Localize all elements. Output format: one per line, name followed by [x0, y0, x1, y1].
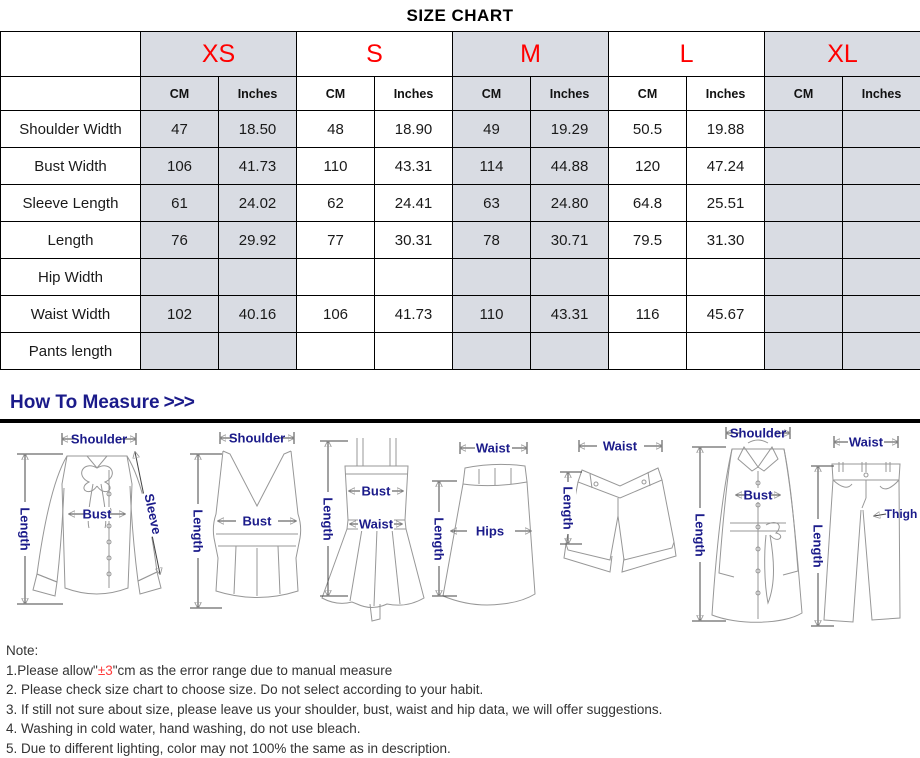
value-cell: 78	[453, 222, 531, 259]
value-cell: 62	[297, 185, 375, 222]
note-1-prefix: 1.Please allow"	[6, 663, 98, 678]
value-cell	[609, 259, 687, 296]
value-cell	[843, 185, 920, 222]
size-col-xs: XS	[141, 32, 297, 77]
value-cell: 106	[297, 296, 375, 333]
length-label: Length	[321, 497, 336, 540]
waist-label: Waist	[849, 435, 884, 450]
length-label: Length	[191, 509, 206, 552]
unit-header: Inches	[531, 77, 609, 111]
value-cell	[687, 333, 765, 370]
value-cell	[843, 148, 920, 185]
value-cell	[141, 333, 219, 370]
value-cell: 64.8	[609, 185, 687, 222]
value-cell: 102	[141, 296, 219, 333]
hips-label: Hips	[476, 524, 504, 539]
value-cell	[531, 259, 609, 296]
table-row	[1, 333, 920, 370]
table-row	[1, 148, 920, 185]
value-cell	[531, 333, 609, 370]
value-cell: 48	[297, 111, 375, 148]
unit-header: CM	[609, 77, 687, 111]
skirt-diagram	[427, 426, 552, 626]
row-label: Length	[1, 222, 141, 259]
page-title: SIZE CHART	[0, 0, 920, 31]
value-cell	[453, 259, 531, 296]
value-cell	[843, 222, 920, 259]
how-to-measure-heading	[10, 392, 920, 414]
shoulder-label: Shoulder	[229, 431, 285, 446]
unit-header-row	[1, 77, 920, 111]
value-cell: 41.73	[219, 148, 297, 185]
size-col-s: S	[297, 32, 453, 77]
row-label: Sleeve Length	[1, 185, 141, 222]
unit-header: CM	[453, 77, 531, 111]
value-cell	[297, 259, 375, 296]
waist-label: Waist	[476, 441, 511, 456]
bust-label: Bust	[362, 484, 392, 499]
shoulder-label: Shoulder	[71, 432, 127, 447]
value-cell: 63	[453, 185, 531, 222]
value-cell: 79.5	[609, 222, 687, 259]
value-cell: 31.30	[687, 222, 765, 259]
value-cell: 24.02	[219, 185, 297, 222]
thigh-label: Thigh	[885, 507, 918, 521]
size-header-row	[1, 32, 920, 77]
value-cell	[843, 259, 920, 296]
value-cell: 18.50	[219, 111, 297, 148]
note-1-suffix: "cm as the error range due to manual measure	[113, 663, 392, 678]
waist-label: Waist	[603, 439, 638, 454]
row-label: Pants length	[1, 333, 141, 370]
note-item-3: 3. If still not sure about size, please leave us your shoulder, bust, waist and hip data, we will offer suggestions.	[6, 700, 920, 720]
row-label: Shoulder Width	[1, 111, 141, 148]
value-cell: 40.16	[219, 296, 297, 333]
value-cell	[765, 222, 843, 259]
value-cell: 77	[297, 222, 375, 259]
coat-diagram	[682, 423, 817, 630]
value-cell: 114	[453, 148, 531, 185]
value-cell	[687, 259, 765, 296]
length-label: Length	[693, 513, 708, 556]
value-cell	[765, 296, 843, 333]
value-cell: 49	[453, 111, 531, 148]
value-cell: 30.31	[375, 222, 453, 259]
value-cell	[141, 259, 219, 296]
tank-top-diagram	[178, 426, 333, 626]
unit-header: CM	[141, 77, 219, 111]
value-cell	[765, 333, 843, 370]
bust-label: Bust	[243, 514, 273, 529]
length-label: Length	[561, 486, 576, 529]
value-cell: 110	[297, 148, 375, 185]
unit-header: CM	[765, 77, 843, 111]
value-cell	[375, 333, 453, 370]
table-row	[1, 296, 920, 333]
value-cell	[219, 259, 297, 296]
shoulder-label: Shoulder	[730, 426, 786, 441]
value-cell: 24.41	[375, 185, 453, 222]
table-row	[1, 185, 920, 222]
value-cell: 24.80	[531, 185, 609, 222]
notes-section	[6, 641, 920, 758]
value-cell	[843, 296, 920, 333]
length-label: Length	[811, 524, 826, 567]
unit-header: Inches	[219, 77, 297, 111]
length-label: Length	[18, 507, 33, 550]
unit-header: Inches	[687, 77, 765, 111]
value-cell: 61	[141, 185, 219, 222]
size-col-l: L	[609, 32, 765, 77]
value-cell: 44.88	[531, 148, 609, 185]
measure-diagrams	[0, 423, 920, 631]
row-label: Hip Width	[1, 259, 141, 296]
value-cell: 19.29	[531, 111, 609, 148]
note-item-2: 2. Please check size chart to choose size. Do not select according to your habit.	[6, 680, 920, 700]
corner-cell-2	[1, 77, 141, 111]
value-cell: 45.67	[687, 296, 765, 333]
blouse-diagram	[5, 426, 185, 626]
size-col-m: M	[453, 32, 609, 77]
value-cell: 106	[141, 148, 219, 185]
chevron-right-icon: >>>	[164, 392, 194, 413]
table-row	[1, 259, 920, 296]
value-cell	[765, 185, 843, 222]
value-cell	[297, 333, 375, 370]
shorts-diagram	[552, 426, 682, 626]
value-cell: 43.31	[531, 296, 609, 333]
waist-label: Waist	[359, 517, 394, 532]
value-cell: 19.88	[687, 111, 765, 148]
value-cell	[765, 148, 843, 185]
notes-heading: Note:	[6, 641, 920, 661]
size-chart-table	[0, 31, 920, 370]
corner-cell	[1, 32, 141, 77]
note-item-5: 5. Due to different lighting, color may not 100% the same as in description.	[6, 739, 920, 758]
value-cell: 50.5	[609, 111, 687, 148]
value-cell	[219, 333, 297, 370]
value-cell: 47	[141, 111, 219, 148]
table-row	[1, 111, 920, 148]
value-cell	[843, 111, 920, 148]
value-cell	[375, 259, 453, 296]
pants-diagram	[806, 428, 918, 633]
value-cell	[453, 333, 531, 370]
note-item-1	[6, 661, 920, 681]
unit-header: Inches	[375, 77, 453, 111]
value-cell: 76	[141, 222, 219, 259]
value-cell: 41.73	[375, 296, 453, 333]
value-cell: 110	[453, 296, 531, 333]
bust-label: Bust	[744, 488, 774, 503]
length-label: Length	[432, 517, 447, 560]
table-row	[1, 222, 920, 259]
value-cell	[765, 259, 843, 296]
how-to-measure-label: How To Measure	[10, 392, 160, 413]
note-1-tolerance: ±3	[98, 663, 113, 678]
value-cell: 120	[609, 148, 687, 185]
bust-label: Bust	[83, 507, 113, 522]
value-cell: 43.31	[375, 148, 453, 185]
value-cell: 29.92	[219, 222, 297, 259]
value-cell	[609, 333, 687, 370]
value-cell: 25.51	[687, 185, 765, 222]
row-label: Waist Width	[1, 296, 141, 333]
note-item-4: 4. Washing in cold water, hand washing, do not use bleach.	[6, 719, 920, 739]
value-cell	[843, 333, 920, 370]
value-cell	[765, 111, 843, 148]
size-col-xl: XL	[765, 32, 920, 77]
unit-header: CM	[297, 77, 375, 111]
value-cell: 30.71	[531, 222, 609, 259]
value-cell: 116	[609, 296, 687, 333]
unit-header: Inches	[843, 77, 920, 111]
value-cell: 18.90	[375, 111, 453, 148]
row-label: Bust Width	[1, 148, 141, 185]
value-cell: 47.24	[687, 148, 765, 185]
sleeve-label: Sleeve	[141, 492, 164, 535]
